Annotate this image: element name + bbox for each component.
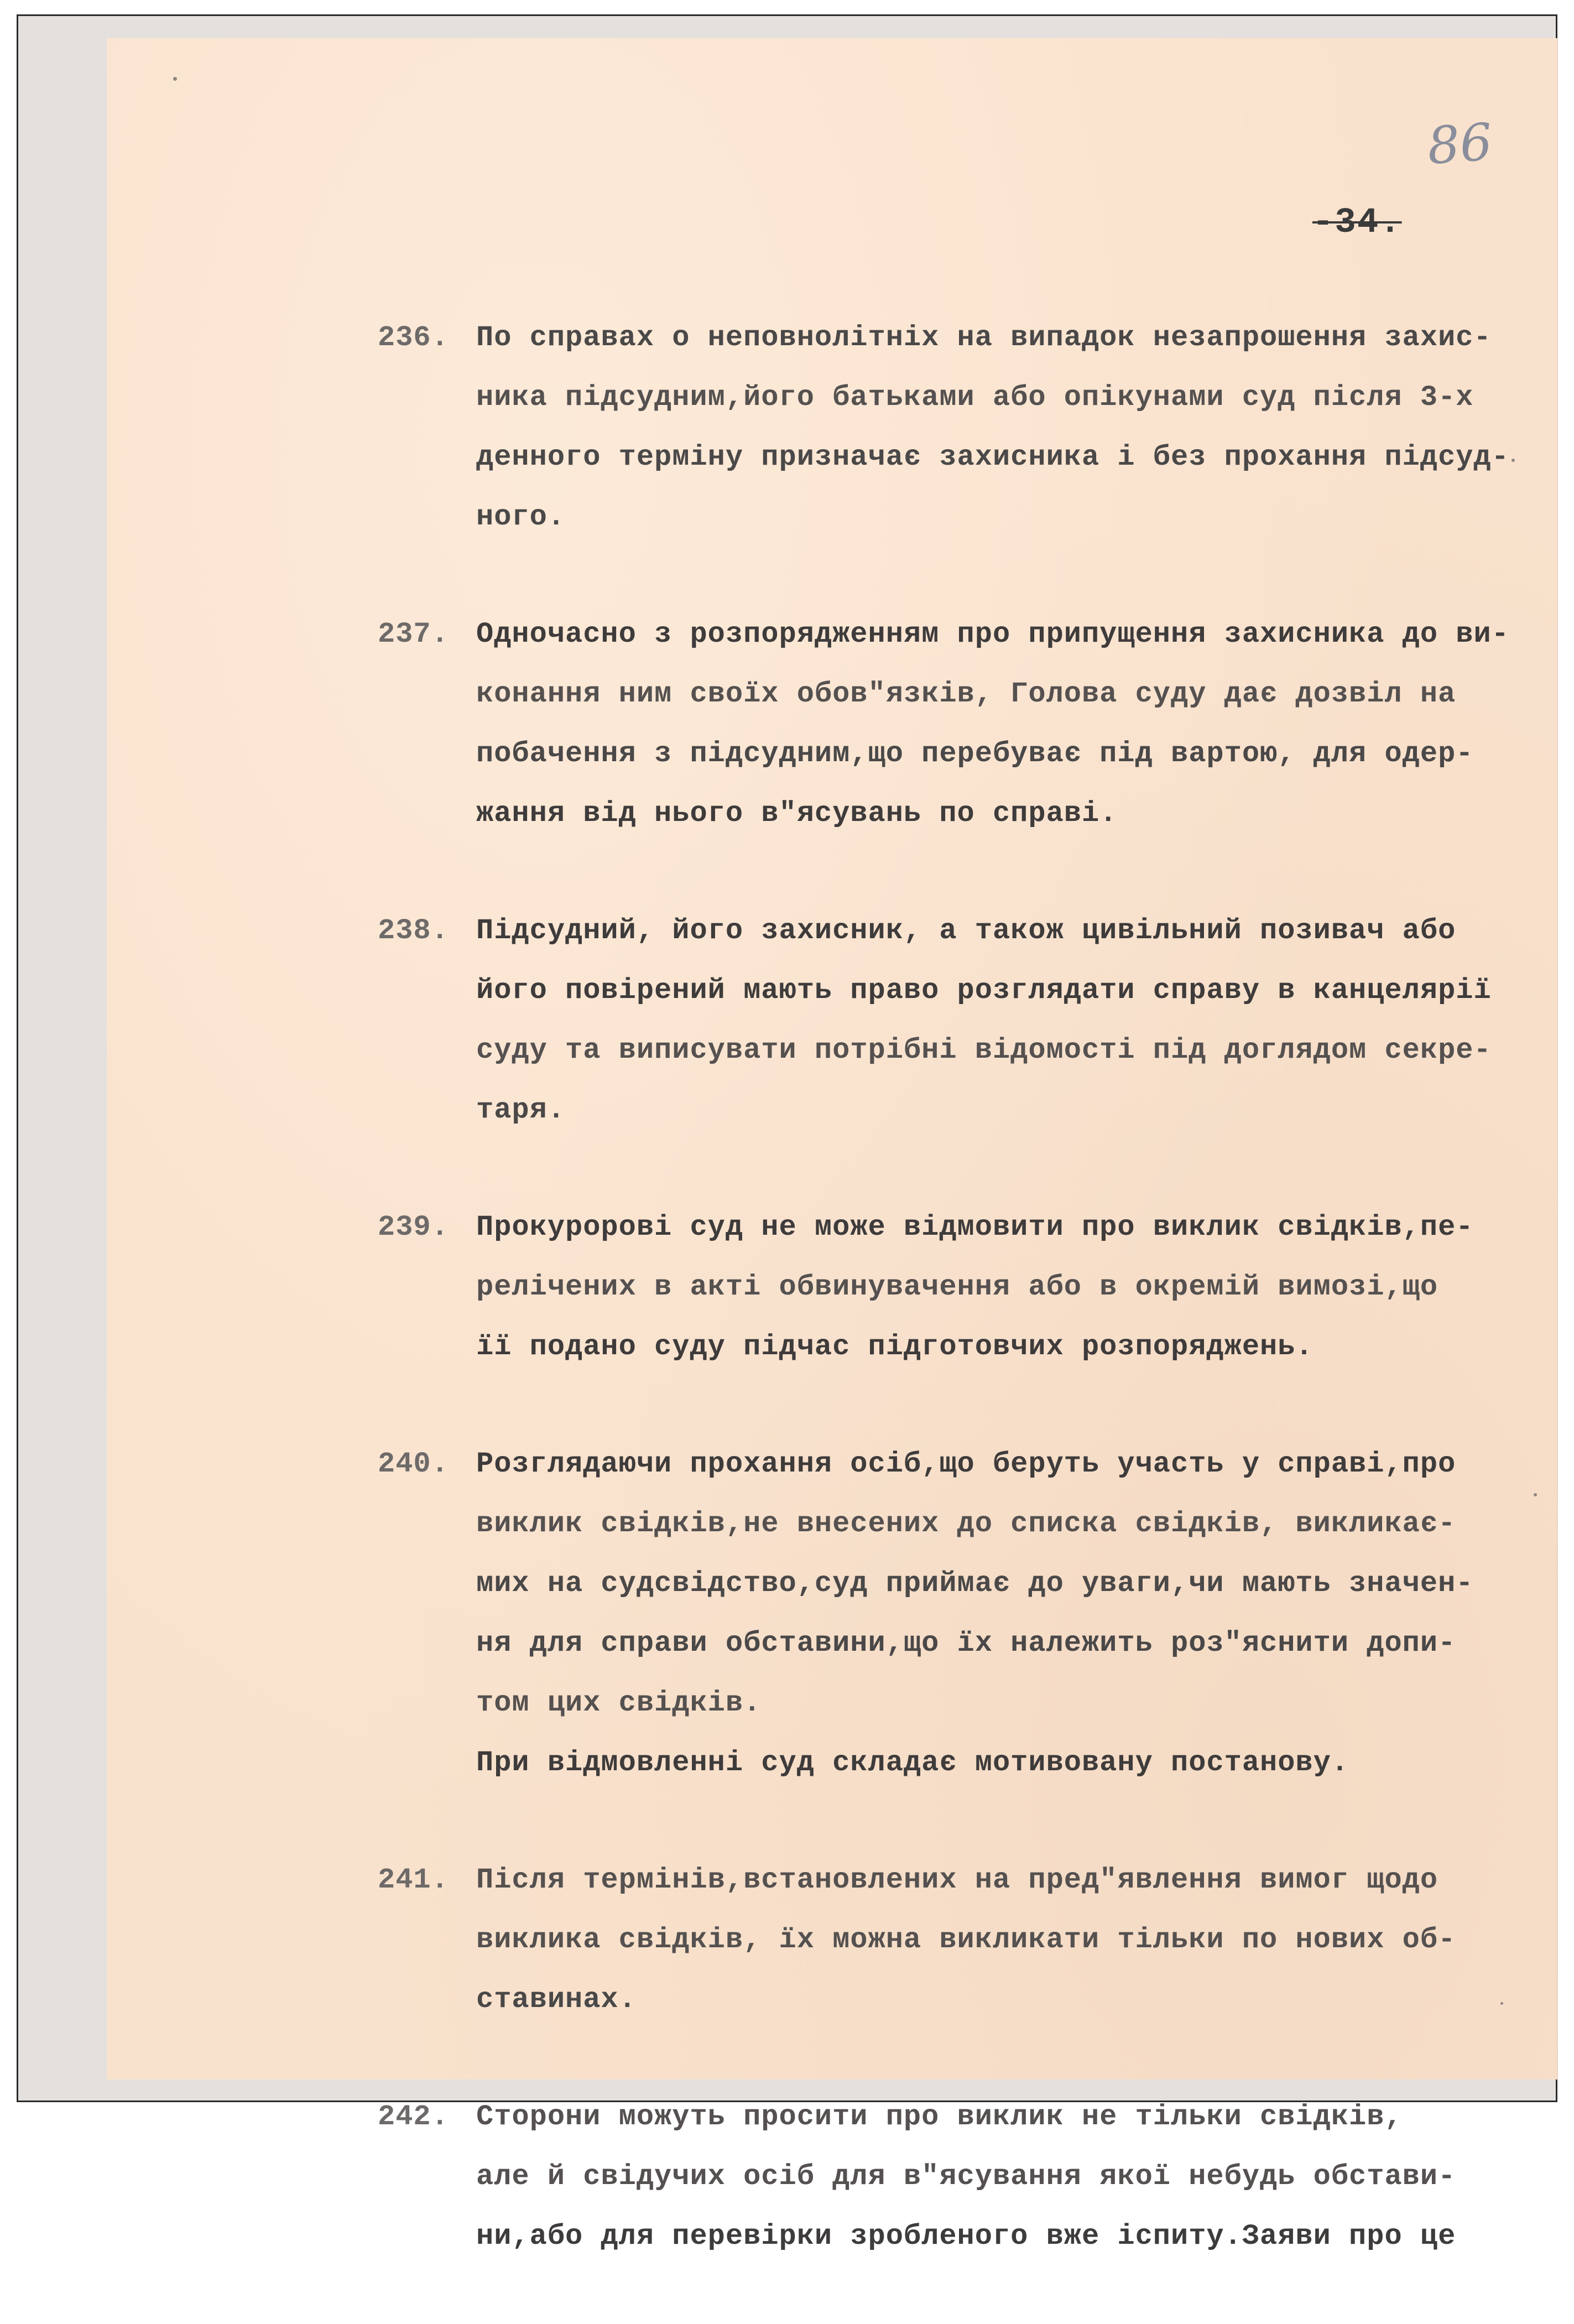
clause-line: ного. xyxy=(476,501,566,533)
clause-line: Прокуророві суд не може відмовити про виклик свідків,пе- xyxy=(476,1211,1474,1244)
clause-line: його повірений мають право розглядати справу в канцелярії xyxy=(476,974,1492,1007)
clause xyxy=(378,2087,1539,2266)
clause-line: жання від нього в"ясувань по справі. xyxy=(476,797,1118,830)
clause-line: Підсудний, його захисник, а також цивільний позивач або xyxy=(476,914,1456,947)
clause-line: Розглядаючи прохання осіб,що беруть участь у справі,про xyxy=(476,1448,1456,1480)
clause-line: виклика свідків, їх можна викликати тільки по нових об- xyxy=(476,1923,1456,1956)
clause-line: суду та виписувати потрібні відомості під доглядом секре- xyxy=(476,1034,1492,1067)
clause-line: конання ним своїх обов"язків, Голова суду дає дозвіл на xyxy=(476,678,1456,710)
clause-line: ника підсудним,його батьками або опікунами суд після 3-х xyxy=(476,381,1474,414)
clause xyxy=(378,308,1539,547)
clause-line: її подано суду підчас підготовчих розпоряджень. xyxy=(476,1330,1314,1363)
clause-line: виклик свідків,не внесених до списка свідків, викликає- xyxy=(476,1507,1456,1540)
clause-line: Після термінів,встановлених на пред"явлення вимог щодо xyxy=(476,1864,1439,1896)
clause xyxy=(378,605,1539,844)
document-body xyxy=(378,308,1539,2324)
scan-frame xyxy=(17,14,1557,2253)
clause-number: 238. xyxy=(378,914,449,947)
folio-number: 86 xyxy=(1425,112,1494,176)
clause-line: том цих свідків. xyxy=(476,1687,762,1719)
clause xyxy=(378,1850,1539,2030)
clause-line: але й свідучих осіб для в"ясування якої небудь обстави- xyxy=(476,2160,1456,2193)
clause-line: релічених в акті обвинувачення або в окремій вимозі,що xyxy=(476,1271,1439,1303)
clause-line: По справах о неповнолітніх на випадок незапрошення захис- xyxy=(476,321,1492,354)
clause-line: Одночасно з розпорядженням про припущення захисника до ви- xyxy=(476,618,1509,651)
page-number-text: -34. xyxy=(1312,203,1402,243)
clause-line: ставинах. xyxy=(476,1983,637,2016)
page-number xyxy=(1312,203,1402,243)
clause-number: 237. xyxy=(378,618,449,651)
paper-speck xyxy=(173,77,177,81)
clause-line: ня для справи обставини,що їх належить роз"яснити допи- xyxy=(476,1627,1456,1660)
clause-number: 240. xyxy=(378,1448,449,1480)
clause-line: мих на судсвідство,суд приймає до уваги,чи мають значен- xyxy=(476,1567,1474,1600)
clause xyxy=(378,1434,1539,1793)
clause-number: 242. xyxy=(378,2101,449,2133)
clause-line: ни,або для перевірки зробленого вже іспиту.Заяви про це xyxy=(476,2220,1456,2253)
clause-line: Сторони можуть просити про виклик не тільки свідків, xyxy=(476,2101,1403,2133)
clause-line: денного терміну призначає захисника і без прохання підсуд- xyxy=(476,441,1509,474)
clause-line: побачення з підсудним,що перебуває під вартою, для одер- xyxy=(476,737,1474,770)
clause-number: 236. xyxy=(378,321,449,354)
clause-line: таря. xyxy=(476,1094,566,1126)
clause xyxy=(378,901,1539,1140)
clause-number: 239. xyxy=(378,1211,449,1244)
clause xyxy=(378,1198,1539,1377)
clause-number: 241. xyxy=(378,1864,449,1896)
clause-line: При відмовленні суд складає мотивовану постанову. xyxy=(476,1746,1349,1779)
